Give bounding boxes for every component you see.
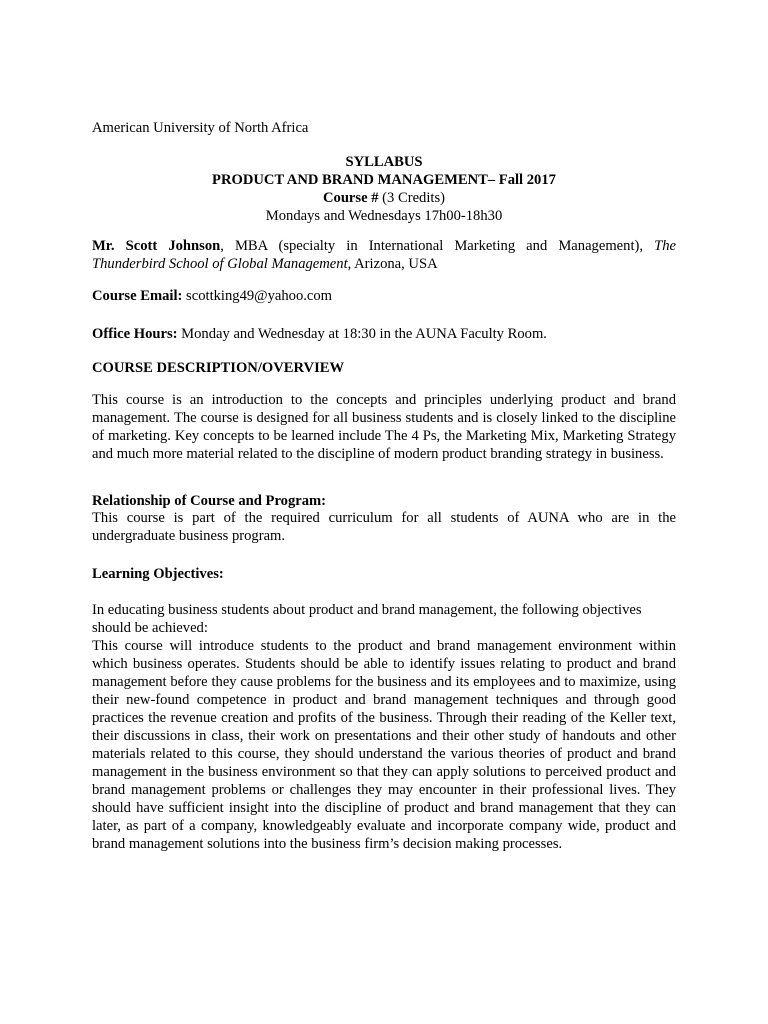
description-heading: COURSE DESCRIPTION/OVERVIEW <box>92 360 345 376</box>
description-body: This course is an introduction to the concepts and principles underlying product and brand management. The course is designed for all business students and is closely linked to the discipline of marketing. Key concepts to be learned include The 4 Ps, the Marketing Mix, Marketing Strategy and much more material related to the discipline of modern product branding strategy in business. <box>92 392 676 462</box>
course-schedule: Mondays and Wednesdays 17h00-18h30 <box>265 208 503 224</box>
email-label: Course Email: <box>92 288 183 304</box>
office-hours-value: Monday and Wednesday at 18:30 in the AUNA Faculty Room. <box>177 326 547 342</box>
course-title: PRODUCT AND BRAND MANAGEMENT– Fall 2017 <box>212 172 556 188</box>
instructor-name: Mr. Scott Johnson <box>92 238 221 254</box>
office-hours <box>92 325 676 343</box>
university-name: American University of North Africa <box>92 120 309 136</box>
instructor-location: , Arizona, USA <box>347 256 438 272</box>
course-number-label: Course # <box>322 190 379 206</box>
instructor-info <box>92 237 676 273</box>
objectives-body: This course will introduce students to the product and brand management environment within which business operates. Students should be able to identify issues relating to product and brand management before they cause problems for the business and its employees and to maximize, using their new-found competence in product and brand management techniques and through good practices the revenue creation and profits of the business. Through their reading of the Keller text, their discussions in class, their work on presentations and their other study of handouts and other materials related to this course, they should understand the various theories of product and brand management in the business environment so that they can apply solutions to perceived product and brand management problems or challenges they may encounter in their professional lives. They should have sufficient insight into the discipline of product and brand management that they can later, as part of a company, knowledgeably evaluate and incorporate company wide, product and brand management solutions into the business firm’s decision making processes. <box>92 638 676 852</box>
office-hours-label: Office Hours: <box>92 326 178 342</box>
objectives-heading: Learning Objectives: <box>92 566 224 582</box>
relationship-heading: Relationship of Course and Program: <box>92 493 327 509</box>
course-email <box>92 287 676 305</box>
course-credits: (3 Credits) <box>378 190 446 206</box>
syllabus-title: SYLLABUS <box>345 154 423 170</box>
instructor-degree: , MBA (specialty in International Marketing and Management), <box>220 238 655 254</box>
instructor-school-b: Thunderbird School of Global Management <box>92 256 348 272</box>
email-value: scottking49@yahoo.com <box>182 288 333 304</box>
relationship-body: This course is part of the required curriculum for all students of AUNA who are in the undergraduate business program. <box>92 510 676 544</box>
objectives-intro: In educating business students about product and brand management, the following objectives should be achieved: <box>92 602 642 636</box>
instructor-school-a: The <box>654 238 676 254</box>
course-header <box>92 153 676 225</box>
